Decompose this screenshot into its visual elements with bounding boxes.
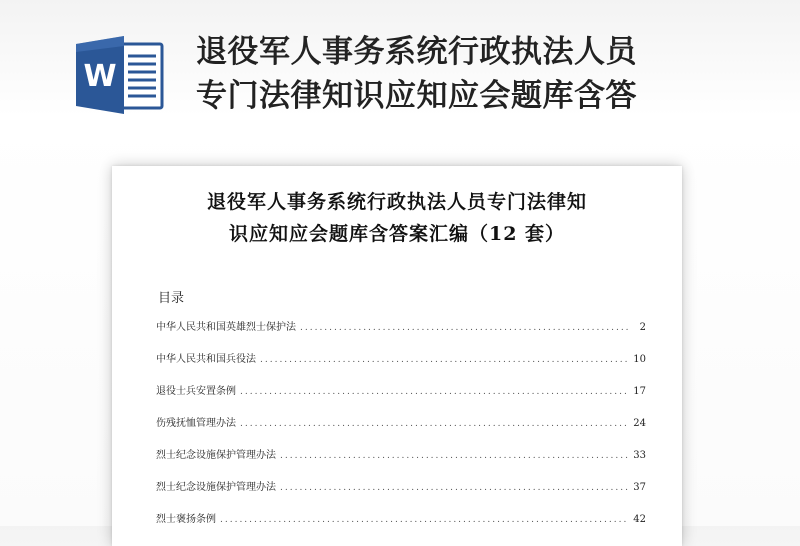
toc-item-page: 17	[633, 386, 646, 397]
document-title-line1: 退役军人事务系统行政执法人员专门法律知	[206, 191, 587, 213]
toc-leader-dots	[240, 387, 628, 397]
toc-item[interactable]	[156, 382, 646, 414]
toc-item[interactable]	[156, 446, 646, 478]
toc-leader-dots	[280, 483, 628, 493]
svg-text:W: W	[83, 59, 117, 94]
toc-leader-dots	[260, 355, 628, 365]
toc-leader-dots	[240, 419, 628, 429]
header-title	[196, 30, 786, 118]
document-title-line2: 识应知应会题库含答案汇编（12 套）	[228, 223, 566, 245]
toc-item-label: 退役士兵安置条例	[156, 386, 236, 397]
toc-item-page: 33	[633, 450, 646, 461]
toc-leader-dots	[220, 515, 628, 525]
document-page	[112, 166, 682, 546]
toc-item[interactable]	[156, 510, 646, 542]
toc-list	[156, 318, 646, 542]
toc-item[interactable]	[156, 478, 646, 510]
header-title-line2: 专门法律知识应知应会题库含答	[196, 78, 637, 114]
toc-item-page: 2	[639, 322, 646, 333]
toc-item[interactable]	[156, 350, 646, 382]
toc-item-page: 37	[633, 482, 646, 493]
toc-item-label: 中华人民共和国英雄烈士保护法	[156, 322, 296, 333]
toc-item[interactable]	[156, 318, 646, 350]
toc-heading: 目录	[158, 291, 185, 306]
word-icon	[76, 36, 166, 114]
toc-item-page: 24	[633, 418, 646, 429]
document-title	[112, 186, 682, 250]
toc-item-label: 中华人民共和国兵役法	[156, 354, 256, 365]
toc-item-page: 42	[633, 514, 646, 525]
header-title-line1: 退役军人事务系统行政执法人员	[196, 34, 637, 70]
header	[0, 0, 800, 140]
toc-item-label: 烈士纪念设施保护管理办法	[156, 450, 276, 461]
toc-item-label: 烈士纪念设施保护管理办法	[156, 482, 276, 493]
toc-item-label: 伤残抚恤管理办法	[156, 418, 236, 429]
toc-item-label: 烈士褒扬条例	[156, 514, 216, 525]
toc-leader-dots	[300, 323, 628, 333]
toc-item[interactable]	[156, 414, 646, 446]
toc-leader-dots	[280, 451, 628, 461]
toc-item-page: 10	[633, 354, 646, 365]
